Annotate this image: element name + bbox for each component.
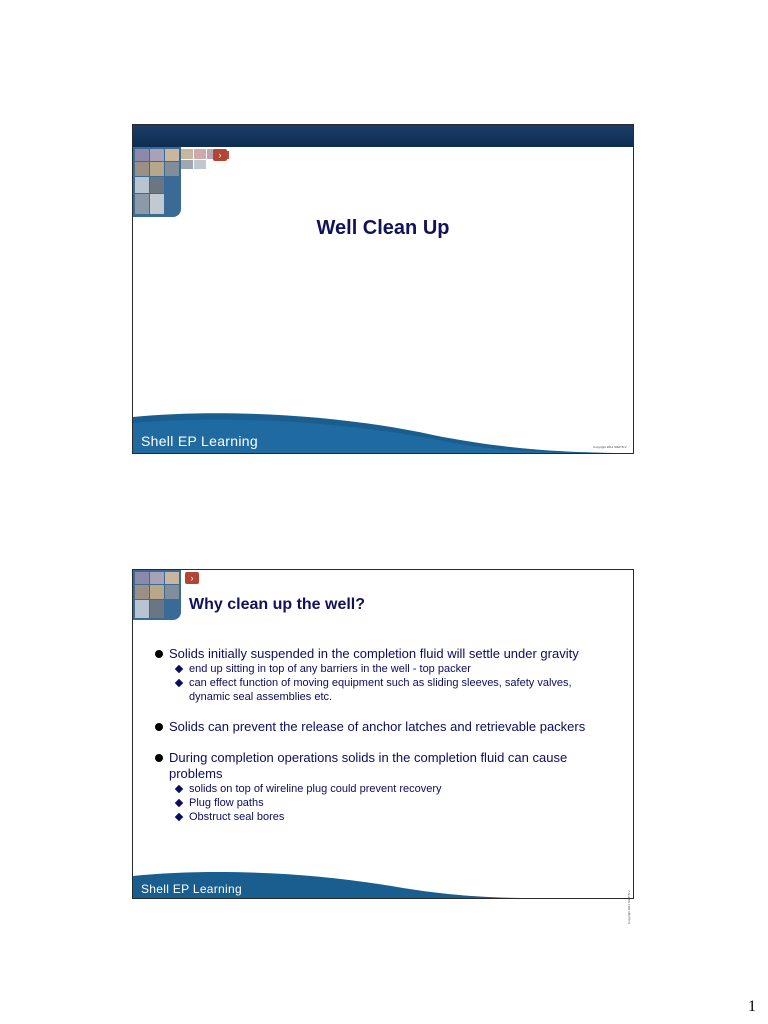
brand-label: Shell EP Learning — [141, 433, 258, 449]
photo-collage — [133, 147, 181, 217]
arrow-icon: › — [213, 149, 227, 161]
copyright-text: Copyright 2011 SIEP B.V. — [593, 445, 627, 449]
sub-bullet-item: end up sitting in top of any barriers in the well - top packer — [155, 662, 615, 676]
arrow-icon: › — [185, 572, 199, 584]
sub-bullet-item: solids on top of wireline plug could prevent recovery — [155, 782, 615, 796]
bullet-list — [155, 646, 615, 824]
slide-content — [132, 569, 634, 924]
page-number: 1 — [748, 998, 756, 1015]
photo-collage — [133, 570, 181, 620]
bullet-item: Solids initially suspended in the completion fluid will settle under gravity — [155, 646, 615, 662]
bullet-item: Solids can prevent the release of anchor latches and retrievable packers — [155, 719, 615, 735]
brand-label: Shell EP Learning — [141, 882, 242, 896]
slide-title — [132, 124, 634, 454]
copyright-text: Copyright 2011 SIEP B.V. — [627, 890, 631, 924]
sub-bullet-item: Obstruct seal bores — [155, 810, 615, 824]
slide-heading: Why clean up the well? — [189, 596, 366, 613]
sub-bullet-item: Plug flow paths — [155, 796, 615, 810]
sub-bullet-item: can effect function of moving equipment such as sliding sleeves, safety valves, dynamic seal assemblies etc. — [155, 676, 615, 704]
slide-title-text: Well Clean Up — [316, 217, 450, 239]
header-bar — [133, 125, 633, 147]
bullet-item: During completion operations solids in the completion fluid can cause problems — [155, 750, 615, 782]
